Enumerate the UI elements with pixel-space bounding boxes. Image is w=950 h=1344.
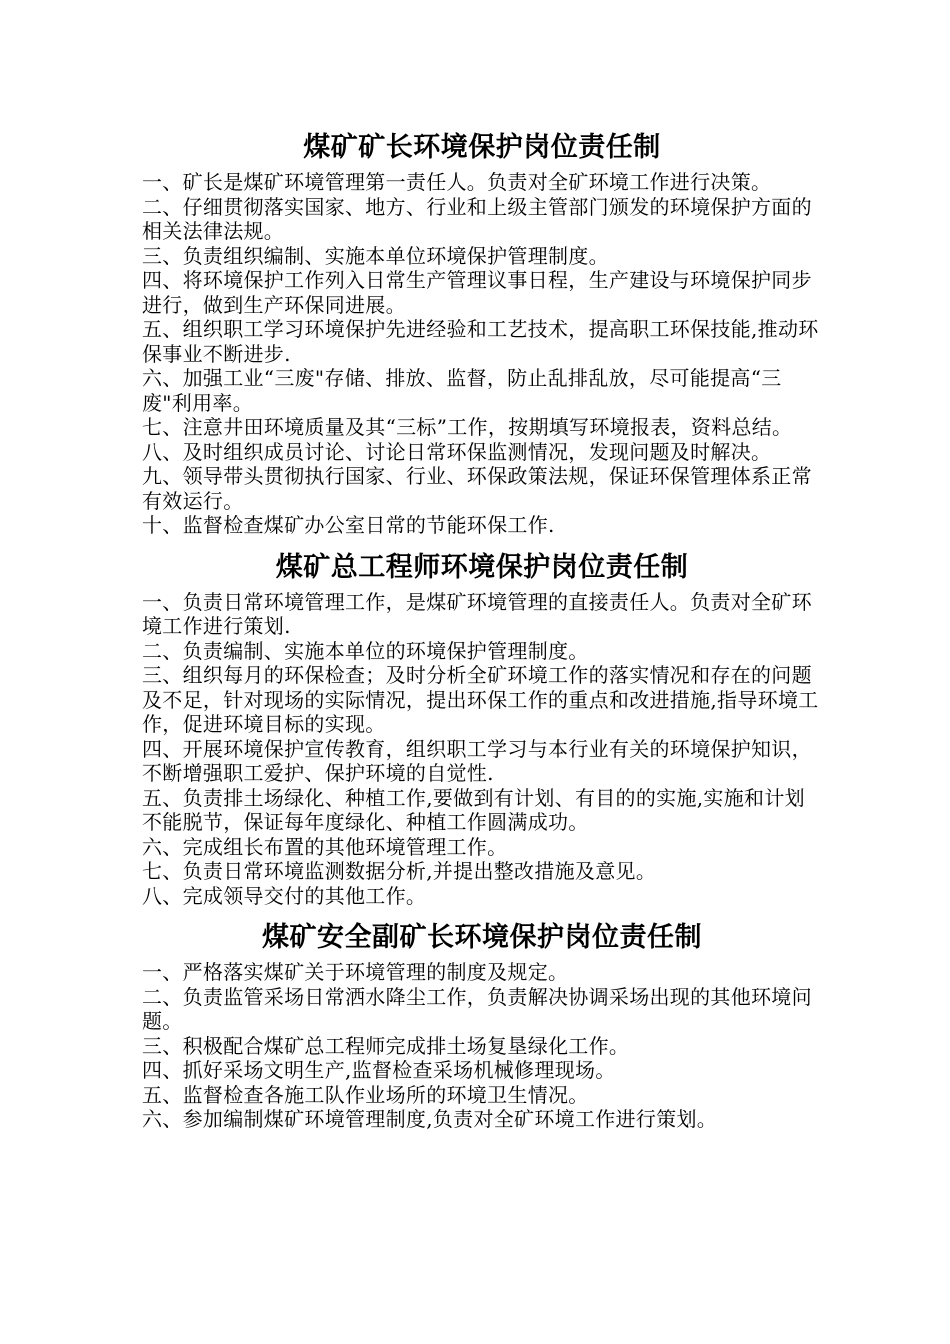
section-safety-deputy-director: [142, 920, 822, 1132]
list-item: 一、负责日常环境管理工作，是煤矿环境管理的直接责任人。负责对全矿环境工作进行策划.: [142, 589, 812, 638]
list-item: 五、监督检查各施工队作业场所的环境卫生情况。: [142, 1082, 589, 1107]
section-title: 煤矿安全副矿长环境保护岗位责任制: [262, 922, 702, 953]
list-item: 二、负责监管采场日常洒水降尘工作，负责解决协调采场出现的其他环境问题。: [142, 984, 812, 1033]
list-item: 四、抓好采场文明生产,监督检查采场机械修理现场。: [142, 1058, 616, 1082]
list-item: 一、矿长是煤矿环境管理第一责任人。负责对全矿环境工作进行决策。: [142, 170, 772, 194]
list-item: 六、加强工业“三废"存储、排放、监督，防止乱排乱放，尽可能提高“三废"利用率。: [142, 366, 782, 415]
list-item: 三、积极配合煤矿总工程师完成排土场复垦绿化工作。: [142, 1033, 630, 1058]
list-item: 八、及时组织成员讨论、讨论日常环保监测情况，发现问题及时解决。: [142, 439, 772, 464]
list-item: 三、组织每月的环保检查；及时分析全矿环境工作的落实情况和存在的问题及不足，针对现场的实际情况，提出环保工作的重点和改进措施,指导环境工作，促进环境目标的实现。: [142, 663, 819, 736]
list-item: 九、领导带头贯彻执行国家、行业、环保政策法规，保证环保管理体系正常有效运行。: [142, 464, 812, 513]
list-item: 五、负责排土场绿化、种植工作,要做到有计划、有目的的实施,实施和计划不能脱节，保证每年度绿化、种植工作圆满成功。: [142, 785, 805, 834]
list-item: 七、注意井田环境质量及其“三标”工作，按期填写环境报表，资料总结。: [142, 415, 793, 439]
list-item: 二、负责编制、实施本单位的环境保护管理制度。: [142, 638, 589, 663]
list-item: 二、仔细贯彻落实国家、地方、行业和上级主管部门颁发的环境保护方面的相关法律法规。: [142, 194, 812, 243]
responsibility-list: [142, 170, 822, 538]
responsibility-list: [142, 960, 822, 1132]
list-item: 八、完成领导交付的其他工作。: [142, 883, 427, 908]
section-mine-director: [142, 130, 822, 538]
list-item: 四、将环境保护工作列入日常生产管理议事日程，生产建设与环境保护同步进行，做到生产环保同进展。: [142, 268, 812, 317]
responsibility-list: [142, 590, 822, 909]
document-page: [142, 120, 822, 1132]
section-title: 煤矿矿长环境保护岗位责任制: [303, 132, 661, 163]
list-item: 十、监督检查煤矿办公室日常的节能环保工作.: [142, 513, 555, 537]
list-item: 三、负责组织编制、实施本单位环境保护管理制度。: [142, 243, 609, 268]
list-item: 四、开展环境保护宣传教育，组织职工学习与本行业有关的环境保护知识，不断增强职工爱护、保护环境的自觉性.: [142, 736, 812, 785]
list-item: 六、完成组长布置的其他环境管理工作。: [142, 834, 508, 859]
list-item: 七、负责日常环境监测数据分析,并提出整改措施及意见。: [142, 859, 657, 883]
section-title: 煤矿总工程师环境保护岗位责任制: [275, 551, 689, 583]
list-item: 六、参加编制煤矿环境管理制度,负责对全矿环境工作进行策划。: [142, 1107, 718, 1131]
list-item: 一、严格落实煤矿关于环境管理的制度及规定。: [142, 960, 569, 984]
section-chief-engineer: [142, 550, 822, 909]
list-item: 五、组织职工学习环境保护先进经验和工艺技术，提高职工环保技能,推动环保事业不断进步.: [142, 317, 819, 366]
